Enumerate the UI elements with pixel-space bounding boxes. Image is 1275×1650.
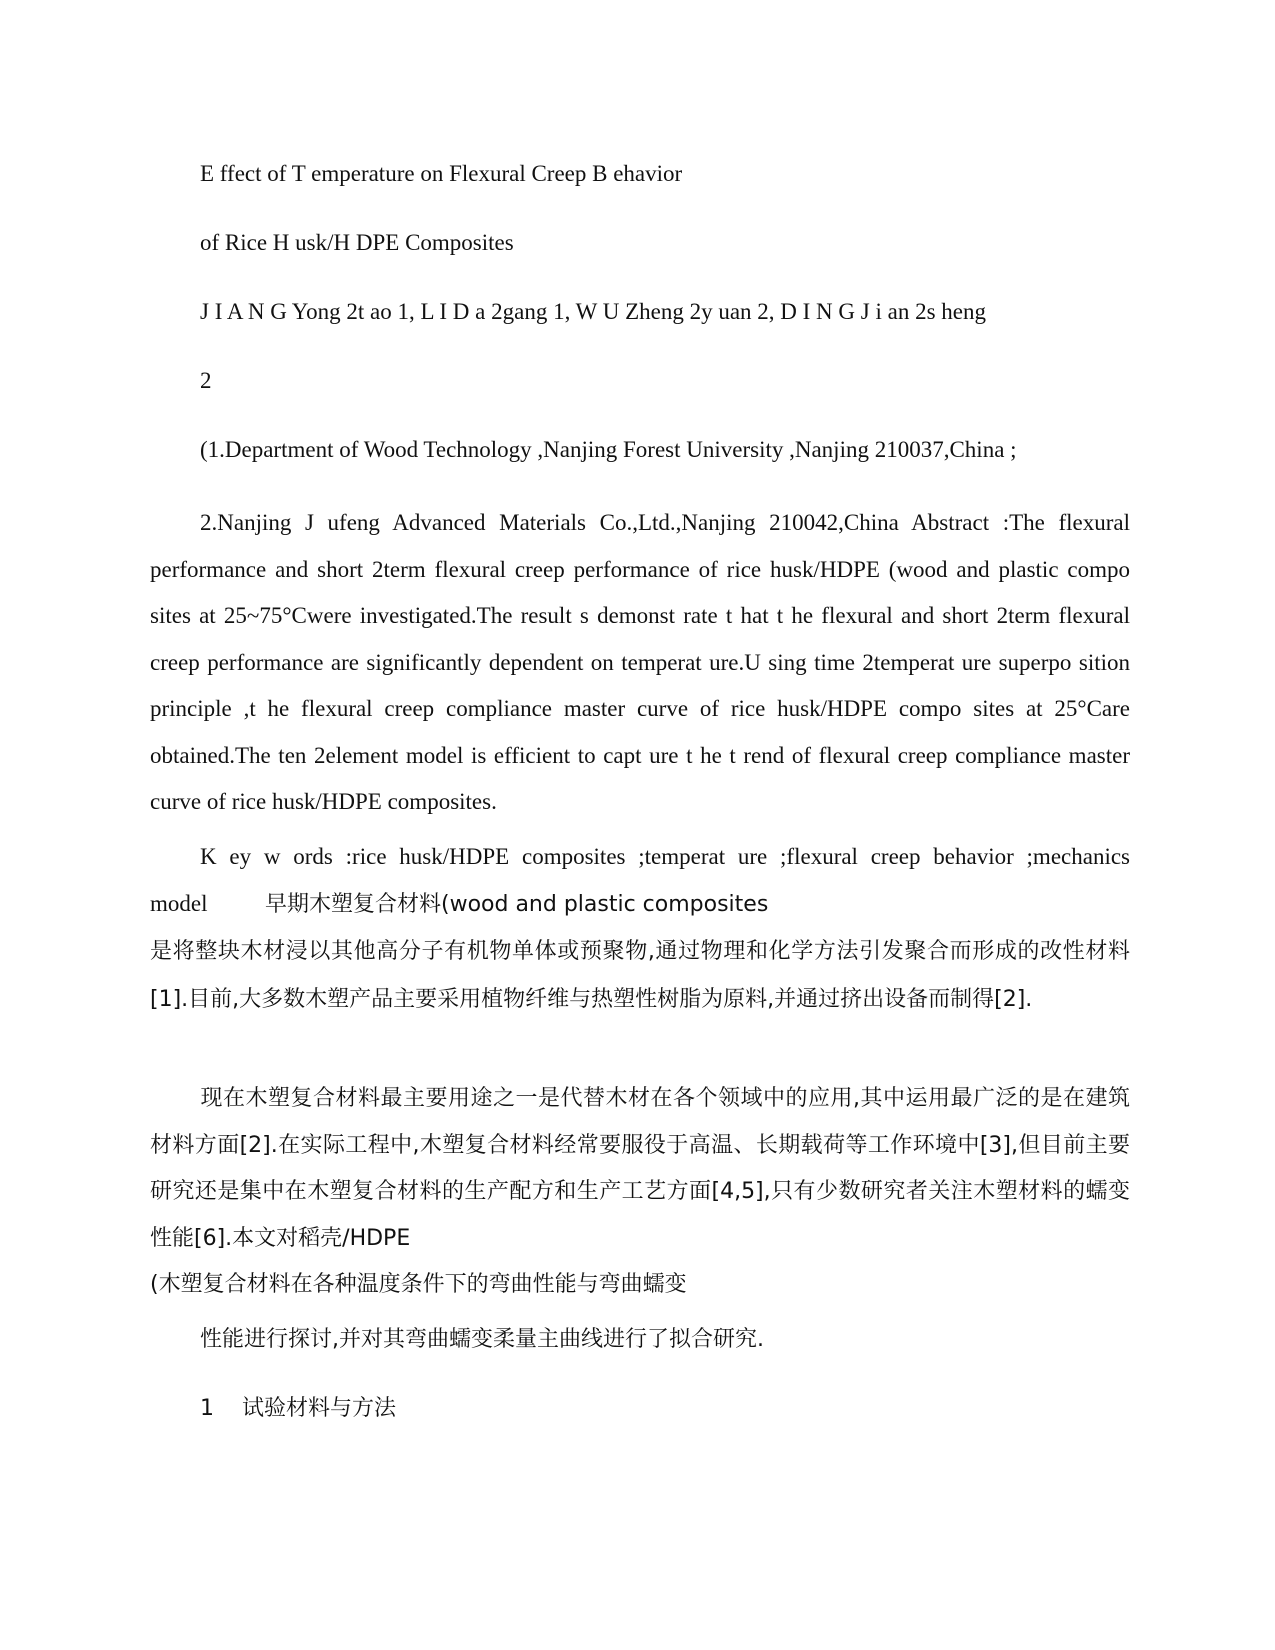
section-title: 试验材料与方法 xyxy=(241,1396,396,1421)
keywords-paragraph xyxy=(150,834,1130,1023)
title-line-2: of Rice H usk/H DPE Composites xyxy=(200,230,514,255)
section-number: 1 xyxy=(200,1396,214,1421)
authors-line-1: J I A N G Yong 2t ao 1, L I D a 2gang 1, W U Zheng 2y uan 2, D I N G J i an 2s heng xyxy=(200,299,986,324)
body-paragraph-3: 性能进行探讨,并对其弯曲蠕变柔量主曲线进行了拟合研究. xyxy=(200,1327,764,1352)
keywords-text: K ey w ords :rice husk/HDPE composites ;temperat ure ;flexural creep behavior ;mechanics model xyxy=(150,844,1130,916)
affiliation-line: (1.Department of Wood Technology ,Nanjing Forest University ,Nanjing 210037,China ; xyxy=(200,437,1017,462)
intro-rest-text: 是将整块木材浸以其他高分子有机物单体或预聚物,通过物理和化学方法引发聚合而形成的改性材料[1].目前,大多数木塑产品主要采用植物纤维与热塑性树脂为原料,并通过挤出设备而制得[2]. xyxy=(150,939,1130,1012)
intro-start-text: 早期木塑复合材料(wood and plastic composites xyxy=(265,891,769,917)
abstract-text: 2.Nanjing J ufeng Advanced Materials Co.,Ltd.,Nanjing 210042,China Abstract :The flexural performance and short 2term flexural creep performance of rice husk/HDPE (wood and plastic compo sites at 25~75°Cwere investigated.The result s demonst rate t hat t he flexural and short 2term flexural creep performance are significantly dependent on temperat ure.U sing time 2temperat ure superpo sition principle ,t he flexural creep compliance master curve of rice husk/HDPE compo sites at 25°Care obtained.The ten 2element model is efficient to capt ure t he t rend of flexural creep compliance master curve of rice husk/HDPE composites. xyxy=(150,510,1130,814)
title-line-1: E ffect of T emperature on Flexural Creep B ehavior xyxy=(200,161,683,186)
body-para2-tail: (木塑复合材料在各种温度条件下的弯曲性能与弯曲蠕变 xyxy=(150,1272,687,1297)
abstract-paragraph xyxy=(150,500,1130,826)
body-paragraph-2 xyxy=(150,1076,1130,1309)
authors-line-2: 2 xyxy=(200,368,212,393)
section-heading xyxy=(200,1394,396,1424)
body-para2-text: 现在木塑复合材料最主要用途之一是代替木材在各个领域中的应用,其中运用最广泛的是在建筑材料方面[2].在实际工程中,木塑复合材料经常要服役于高温、长期载荷等工作环境中[3],但目前主要研究还是集中在木塑复合材料的生产配方和生产工艺方面[4,5],只有少数研究者关注木塑材料的蠕变性能[6].本文对稻壳/HDPE xyxy=(150,1086,1130,1251)
